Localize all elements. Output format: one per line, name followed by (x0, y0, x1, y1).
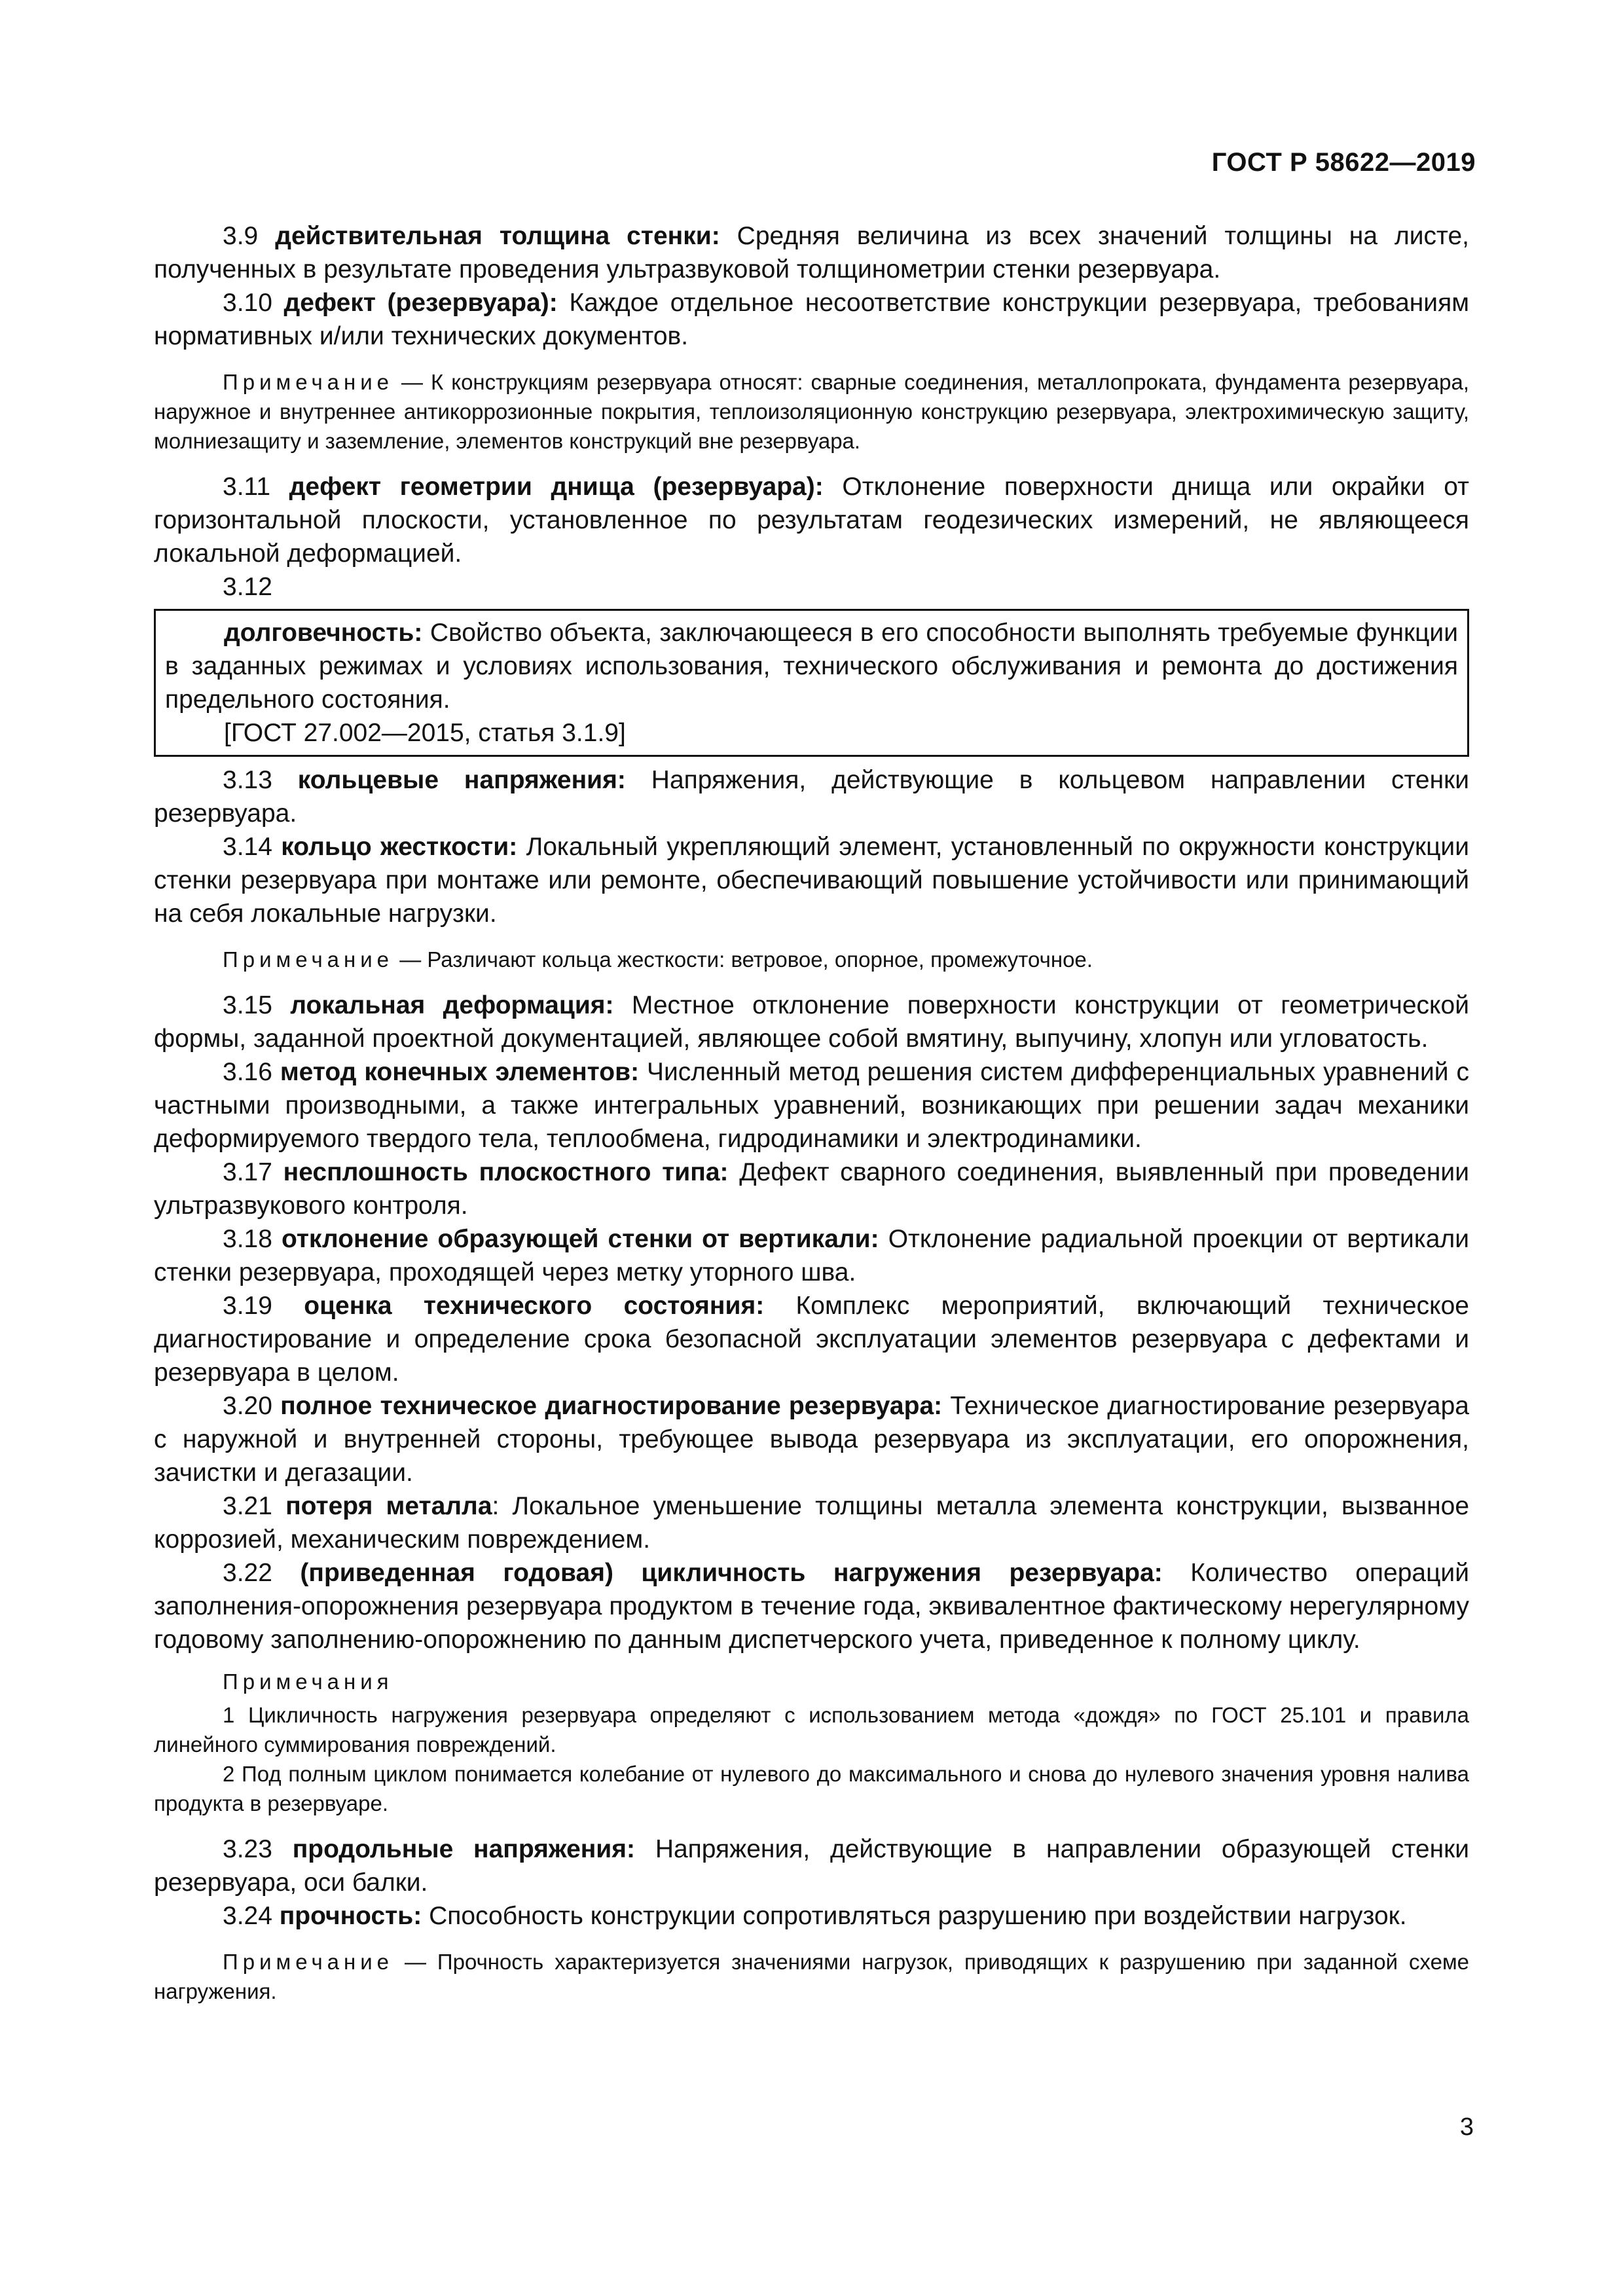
term-entry-3-22 (154, 1556, 1469, 1656)
term-number: 3.10 (223, 289, 272, 317)
term-name: прочность: (279, 1902, 422, 1930)
term-name: локальная деформация: (290, 991, 614, 1019)
term-definition: Каждое отдельное несоответствие конструкции резервуара, требованиям нормативных и/или технических документов. (154, 289, 1470, 350)
term-number: 3.16 (223, 1058, 272, 1086)
note-text: — К конструкциям резервуара относят: сварные соединения, металлопроката, фундамента резервуара, наружное и внутреннее антикоррозионные покрытия, теплоизоляционную конструкцию резервуара, электрохимическую защиту, молниезащиту и заземление, элементов конструкций вне резервуара. (154, 370, 1469, 453)
quoted-term-box (154, 609, 1469, 757)
term-name: полное техническое диагностирование резервуара: (280, 1392, 943, 1420)
term-name: оценка технического состояния: (304, 1292, 765, 1320)
term-name: (приведенная годовая) цикличность нагружения резервуара: (300, 1559, 1163, 1587)
term-entry-3-17 (154, 1156, 1469, 1222)
note-stiffening-rings (154, 945, 1469, 974)
term-entry-3-15 (154, 989, 1469, 1055)
term-name: дефект геометрии днища (резервуара): (289, 473, 824, 501)
term-number: 3.13 (223, 766, 272, 794)
page-number: 3 (1459, 2113, 1474, 2141)
term-definition: Дефект сварного соединения, выявленный при проведении ультразвукового контроля. (154, 1158, 1469, 1220)
term-entry-3-24 (154, 1899, 1469, 1933)
term-name: несплошность плоскостного типа: (283, 1158, 729, 1186)
term-name: потеря металла (285, 1492, 492, 1520)
term-number: 3.20 (223, 1392, 272, 1420)
term-number: 3.22 (223, 1559, 272, 1587)
term-entry-3-19 (154, 1289, 1469, 1389)
term-definition: Напряжения, действующие в кольцевом направлении стенки резервуара. (154, 766, 1469, 828)
term-name: продольные напряжения: (292, 1835, 636, 1863)
term-entry-3-21 (154, 1489, 1469, 1556)
standard-designation: ГОСТ Р 58622—2019 (1211, 148, 1476, 177)
term-name: действительная толщина стенки: (275, 222, 720, 250)
term-definition: : Локальное уменьшение толщины металла элемента конструкции, вызванное коррозией, механическим повреждением. (154, 1492, 1470, 1554)
term-number: 3.23 (223, 1835, 272, 1863)
term-definition: Местное отклонение поверхности конструкции от геометрической формы, заданной проектной документацией, являющее собой вмятину, выпучину, хлопун или угловатость. (154, 991, 1469, 1053)
term-entry-3-12 (165, 616, 1458, 716)
note-strength (154, 1947, 1469, 2006)
term-entry-3-14 (154, 830, 1469, 930)
term-number: 3.21 (223, 1492, 272, 1520)
note-item-2: 2 Под полным циклом понимается колебание от нулевого до максимального и снова до нулевого значения уровня налива продукта в резервуаре. (154, 1762, 1469, 1815)
notes-title: Примечания (223, 1669, 393, 1694)
term-number: 3.19 (223, 1292, 272, 1320)
term-definition: Отклонение поверхности днища или окрайки от горизонтальной плоскости, установленное по результатам геодезических измерений, не являющееся локальной деформацией. (154, 473, 1469, 568)
note-label: Примечание (223, 370, 394, 394)
term-number: 3.15 (223, 991, 272, 1019)
term-definition: Свойство объекта, заключающееся в его способности выполнять требуемые функции в заданных режимах и условиях использования, технического обслуживания и ремонта до достижения предельного состояния. (165, 619, 1458, 714)
term-definition: Техническое диагностирование резервуара с наружной и внутренней стороны, требующее вывода резервуара из эксплуатации, его опорожнения, зачистки и дегазации. (154, 1392, 1469, 1487)
note-label: Примечание (223, 947, 394, 972)
term-number: 3.24 (223, 1902, 272, 1930)
term-number: 3.18 (223, 1225, 272, 1253)
note-text: — Различают кольца жесткости: ветровое, опорное, промежуточное. (399, 947, 1093, 972)
term-definition: Количество операций заполнения-опорожнения резервуара продуктом в течение года, эквивалентное фактическому нерегулярному годовому заполнению-опорожнению по данным диспетчерского учета, приведенное к полному циклу. (154, 1559, 1470, 1654)
notes-load-cycles (154, 1667, 1469, 1818)
term-name: метод конечных элементов: (280, 1058, 640, 1086)
term-entry-3-23 (154, 1832, 1469, 1899)
note-structure-elements (154, 367, 1469, 456)
term-entry-3-20 (154, 1389, 1469, 1489)
term-entry-3-16 (154, 1055, 1469, 1156)
term-number: 3.14 (223, 833, 272, 861)
term-number: 3.9 (223, 222, 259, 250)
term-definition: Средняя величина из всех значений толщины на листе, полученных в результате проведения ультразвуковой толщинометрии стенки резервуара. (154, 222, 1469, 283)
term-entry-3-10 (154, 286, 1469, 353)
term-source-reference: [ГОСТ 27.002—2015, статья 3.1.9] (224, 719, 626, 747)
term-entry-3-11 (154, 470, 1469, 570)
document-body (154, 219, 1469, 2020)
note-label: Примечание (223, 1950, 394, 1974)
term-name: кольцевые напряжения: (297, 766, 626, 794)
term-definition: Напряжения, действующие в направлении образующей стенки резервуара, оси балки. (154, 1835, 1469, 1897)
term-definition: Комплекс мероприятий, включающий техническое диагностирование и определение срока безопасной эксплуатации элементов резервуара с дефектами и резервуара в целом. (154, 1292, 1469, 1387)
term-entry-3-9 (154, 219, 1469, 286)
term-definition: Численный метод решения систем дифференциальных уравнений с частными производными, а также интегральных уравнений, возникающих при решении задач механики деформируемого твердого тела, теплообмена, гидродинамики и электродинамики. (154, 1058, 1469, 1153)
note-text: — Прочность характеризуется значениями нагрузок, приводящих к разрушению при заданной схеме нагружения. (154, 1950, 1469, 2003)
term-entry-3-13 (154, 763, 1469, 830)
term-definition: Способность конструкции сопротивляться разрушению при воздействии нагрузок. (429, 1902, 1407, 1930)
term-name: долговечность: (224, 619, 423, 647)
term-entry-3-18 (154, 1222, 1469, 1289)
term-definition: Локальный укрепляющий элемент, установленный по окружности конструкции стенки резервуара при монтаже или ремонте, обеспечивающий повышение устойчивости или принимающий на себя локальные нагрузки. (154, 833, 1469, 928)
term-name: кольцо жесткости: (281, 833, 518, 861)
term-number-3-12: 3.12 (223, 573, 272, 601)
term-number: 3.11 (223, 473, 271, 501)
term-name: отклонение образующей стенки от вертикали: (281, 1225, 879, 1253)
term-number: 3.17 (223, 1158, 272, 1186)
term-name: дефект (резервуара): (283, 289, 558, 317)
note-item-1: 1 Цикличность нагружения резервуара определяют с использованием метода «дождя» по ГОСТ 25.101 и правила линейного суммирования повреждений. (154, 1703, 1469, 1757)
term-definition: Отклонение радиальной проекции от вертикали стенки резервуара, проходящей через метку уторного шва. (154, 1225, 1469, 1286)
